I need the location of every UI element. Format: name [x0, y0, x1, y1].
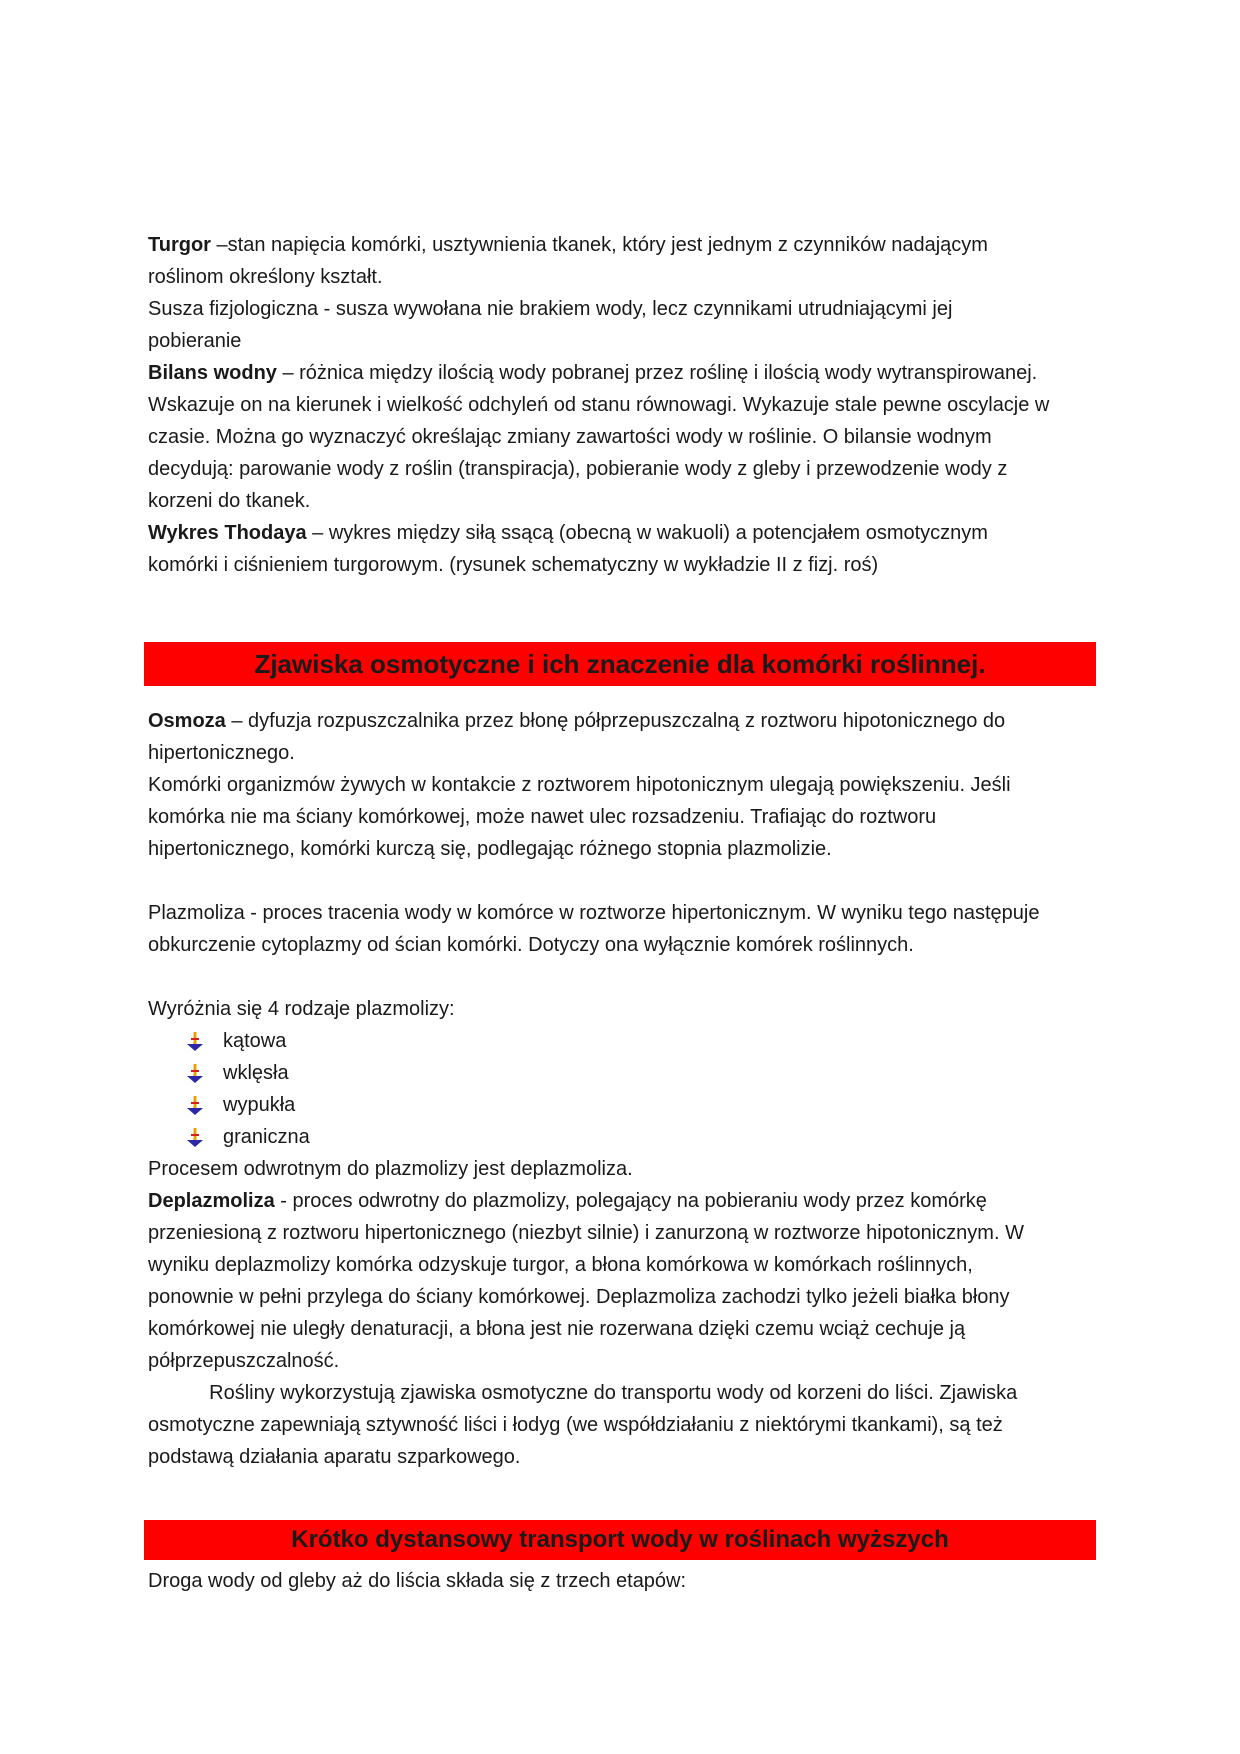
section-heading-transport: Krótko dystansowy transport wody w roślinach wyższych — [144, 1520, 1096, 1560]
plazmoliza-line-1: Plazmoliza - proces tracenia wody w komórce w roztworze hipertonicznym. W wyniku tego następuje — [148, 902, 1040, 924]
arrow-bullet-icon — [185, 1062, 205, 1084]
arrow-bullet-icon — [185, 1126, 205, 1148]
bilans-line-2: Wskazuje on na kierunek i wielkość odchyleń od stanu równowagi. Wykazuje stale pewne oscylacje w — [148, 394, 1050, 416]
rosliny-line-3: podstawą działania aparatu szparkowego. — [148, 1446, 521, 1468]
transport-intro: Droga wody od gleby aż do liścia składa się z trzech etapów: — [148, 1570, 687, 1592]
term-osmoza: Osmoza — [148, 710, 226, 732]
bilans-line-4: decydują: parowanie wody z roślin (transpiracja), pobieranie wody z gleby i przewodzenie wody z — [148, 458, 1008, 480]
deplazmoliza-line-5: komórkowej nie uległy denaturacji, a błona jest nie rozerwana dzięki czemu wciąż cechuje ją — [148, 1318, 966, 1340]
term-bilans: Bilans wodny — [148, 362, 277, 384]
reverse-line: Procesem odwrotnym do plazmolizy jest deplazmoliza. — [148, 1158, 633, 1180]
arrow-bullet-icon — [185, 1030, 205, 1052]
deplazmoliza-line-3: wyniku deplazmolizy komórka odzyskuje turgor, a błona komórkowa w komórkach roślinnych, — [148, 1254, 973, 1276]
term-deplazmoliza: Deplazmoliza — [148, 1190, 275, 1212]
deplazmoliza-line-2: przeniesioną z roztworu hipertonicznego (niezbyt silnie) i zanurzoną w roztworze hipotonicznym. W — [148, 1222, 1024, 1244]
term-thoday: Wykres Thodaya — [148, 522, 307, 544]
term-turgor: Turgor — [148, 234, 211, 256]
susza-line-2: pobieranie — [148, 330, 242, 352]
rosliny-line-1: Rośliny wykorzystują zjawiska osmotyczne do transportu wody od korzeni do liści. Zjawiska — [148, 1382, 1018, 1404]
thoday-line-2: komórki i ciśnieniem turgorowym. (rysunek schematyczny w wykładzie II z fizj. roś) — [148, 554, 879, 576]
deplazmoliza-line-4: ponownie w pełni przylega do ściany komórkowej. Deplazmoliza zachodzi tylko jeżeli białka błony — [148, 1286, 1010, 1308]
komorki-line-1: Komórki organizmów żywych w kontakcie z roztworem hipotonicznym ulegają powiększeniu. Jeśli — [148, 774, 1011, 796]
types-intro: Wyróżnia się 4 rodzaje plazmolizy: — [148, 998, 455, 1020]
thoday-line-1: Wykres Thodaya – wykres między siłą ssącą (obecną w wakuoli) a potencjałem osmotycznym — [148, 522, 988, 544]
bilans-line-5: korzeni do tkanek. — [148, 490, 311, 512]
bilans-line-3: czasie. Można go wyznaczyć określając zmiany zawartości wody w roślinie. O bilansie wodnym — [148, 426, 992, 448]
turgor-line-1: Turgor –stan napięcia komórki, usztywnienia tkanek, który jest jednym z czynników nadającym — [148, 234, 988, 256]
rosliny-line-2: osmotyczne zapewniają sztywność liści i łodyg (we współdziałaniu z niektórymi tkankami), są też — [148, 1414, 1003, 1436]
osmoza-line-2: hipertonicznego. — [148, 742, 295, 764]
section-heading-osmotic: Zjawiska osmotyczne i ich znaczenie dla komórki roślinnej. — [144, 642, 1096, 686]
plazmoliza-line-2: obkurczenie cytoplazmy od ścian komórki. Dotyczy ona wyłącznie komórek roślinnych. — [148, 934, 914, 956]
komorki-line-2: komórka nie ma ściany komórkowej, może nawet ulec rozsadzeniu. Trafiając do roztworu — [148, 806, 937, 828]
deplazmoliza-line-1: Deplazmoliza - proces odwrotny do plazmolizy, polegający na pobieraniu wody przez komórkę — [148, 1190, 987, 1212]
bilans-line-1: Bilans wodny – różnica między ilością wody pobranej przez roślinę i ilością wody wytranspirowanej. — [148, 362, 1038, 384]
susza-line-1: Susza fizjologiczna - susza wywołana nie brakiem wody, lecz czynnikami utrudniającymi jej — [148, 298, 953, 320]
komorki-line-3: hipertonicznego, komórki kurczą się, podlegając różnego stopnia plazmolizie. — [148, 838, 832, 860]
arrow-bullet-icon — [185, 1094, 205, 1116]
osmoza-line-1: Osmoza – dyfuzja rozpuszczalnika przez błonę półprzepuszczalną z roztworu hipotonicznego do — [148, 710, 1006, 732]
deplazmoliza-line-6: półprzepuszczalność. — [148, 1350, 340, 1372]
turgor-line-2: roślinom określony kształt. — [148, 266, 383, 288]
